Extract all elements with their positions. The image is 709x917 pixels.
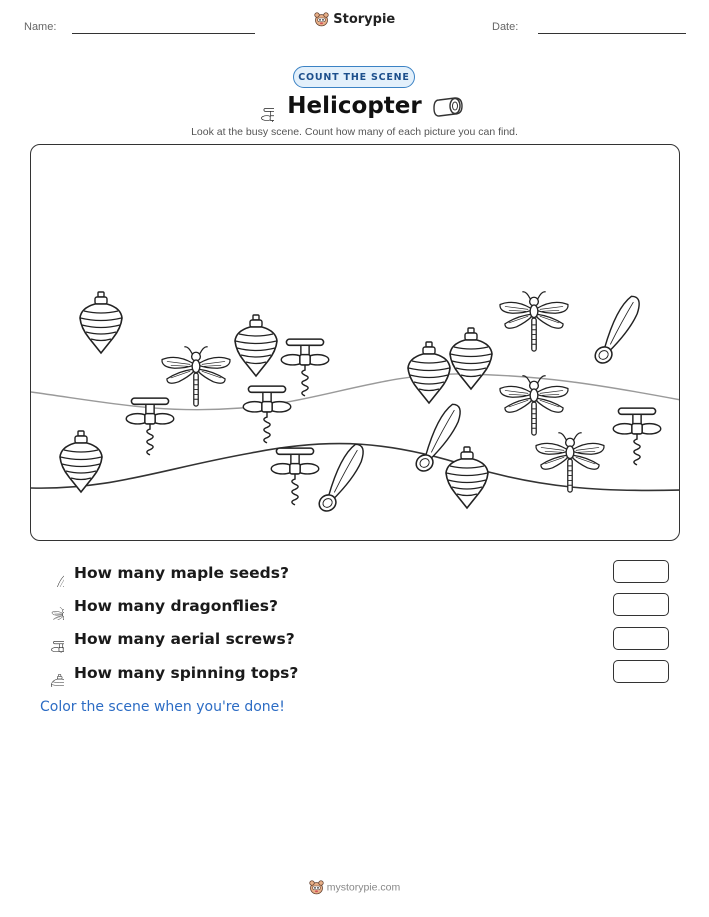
name-label: Name: [24, 21, 57, 33]
count-the-scene-badge: COUNT THE SCENE [293, 66, 415, 88]
instructions: Look at the busy scene. Count how many of each picture you can find. [191, 126, 518, 138]
page-title: Helicopter [287, 93, 422, 119]
name-line[interactable] [72, 33, 255, 34]
maple-seed-icon [592, 296, 639, 366]
question-text: How many spinning tops? [74, 664, 299, 682]
answer-box-maple-seeds[interactable] [613, 560, 669, 583]
dragonfly-icon [500, 376, 568, 435]
aerial-screw-icon [613, 408, 660, 465]
question-text: How many dragonflies? [74, 597, 278, 615]
brand-header [0, 12, 709, 27]
footer-url: mystorypie.com [326, 881, 401, 894]
footer [0, 880, 709, 895]
spinning-top-icon [60, 431, 102, 492]
maple-seed-icon [38, 561, 64, 587]
spinning-top-icon [408, 342, 450, 403]
tube-icon [433, 97, 463, 117]
dragonfly-icon [162, 347, 230, 406]
maple-seed-icon [316, 444, 363, 514]
storypie-logo-icon [309, 880, 324, 895]
aerial-screw-icon [243, 386, 290, 443]
spinning-top-icon [80, 292, 122, 353]
answer-box-spinning-tops[interactable] [613, 660, 669, 683]
spinning-top-icon [446, 447, 488, 508]
aerial-screw-icon [271, 448, 318, 505]
answer-box-aerial-screws[interactable] [613, 627, 669, 650]
dragonfly-icon [500, 292, 568, 351]
spinning-top-icon [235, 315, 277, 376]
aerial-screw-icon [281, 339, 328, 396]
spinning-top-icon [450, 328, 492, 389]
dragonfly-icon [38, 594, 64, 620]
question-text: How many aerial screws? [74, 630, 295, 648]
question-text: How many maple seeds? [74, 564, 289, 582]
answer-box-dragonflies[interactable] [613, 593, 669, 616]
brand-name: Storypie [333, 12, 396, 27]
spinning-top-icon [38, 661, 64, 687]
back-hill-line [31, 374, 680, 410]
color-instruction: Color the scene when you're done! [40, 699, 285, 715]
busy-scene [30, 144, 680, 541]
scene-drawing [31, 145, 680, 541]
aerial-screw-icon [38, 627, 64, 653]
storypie-logo-icon [314, 12, 329, 27]
date-line[interactable] [538, 33, 686, 34]
date-label: Date: [492, 21, 519, 33]
